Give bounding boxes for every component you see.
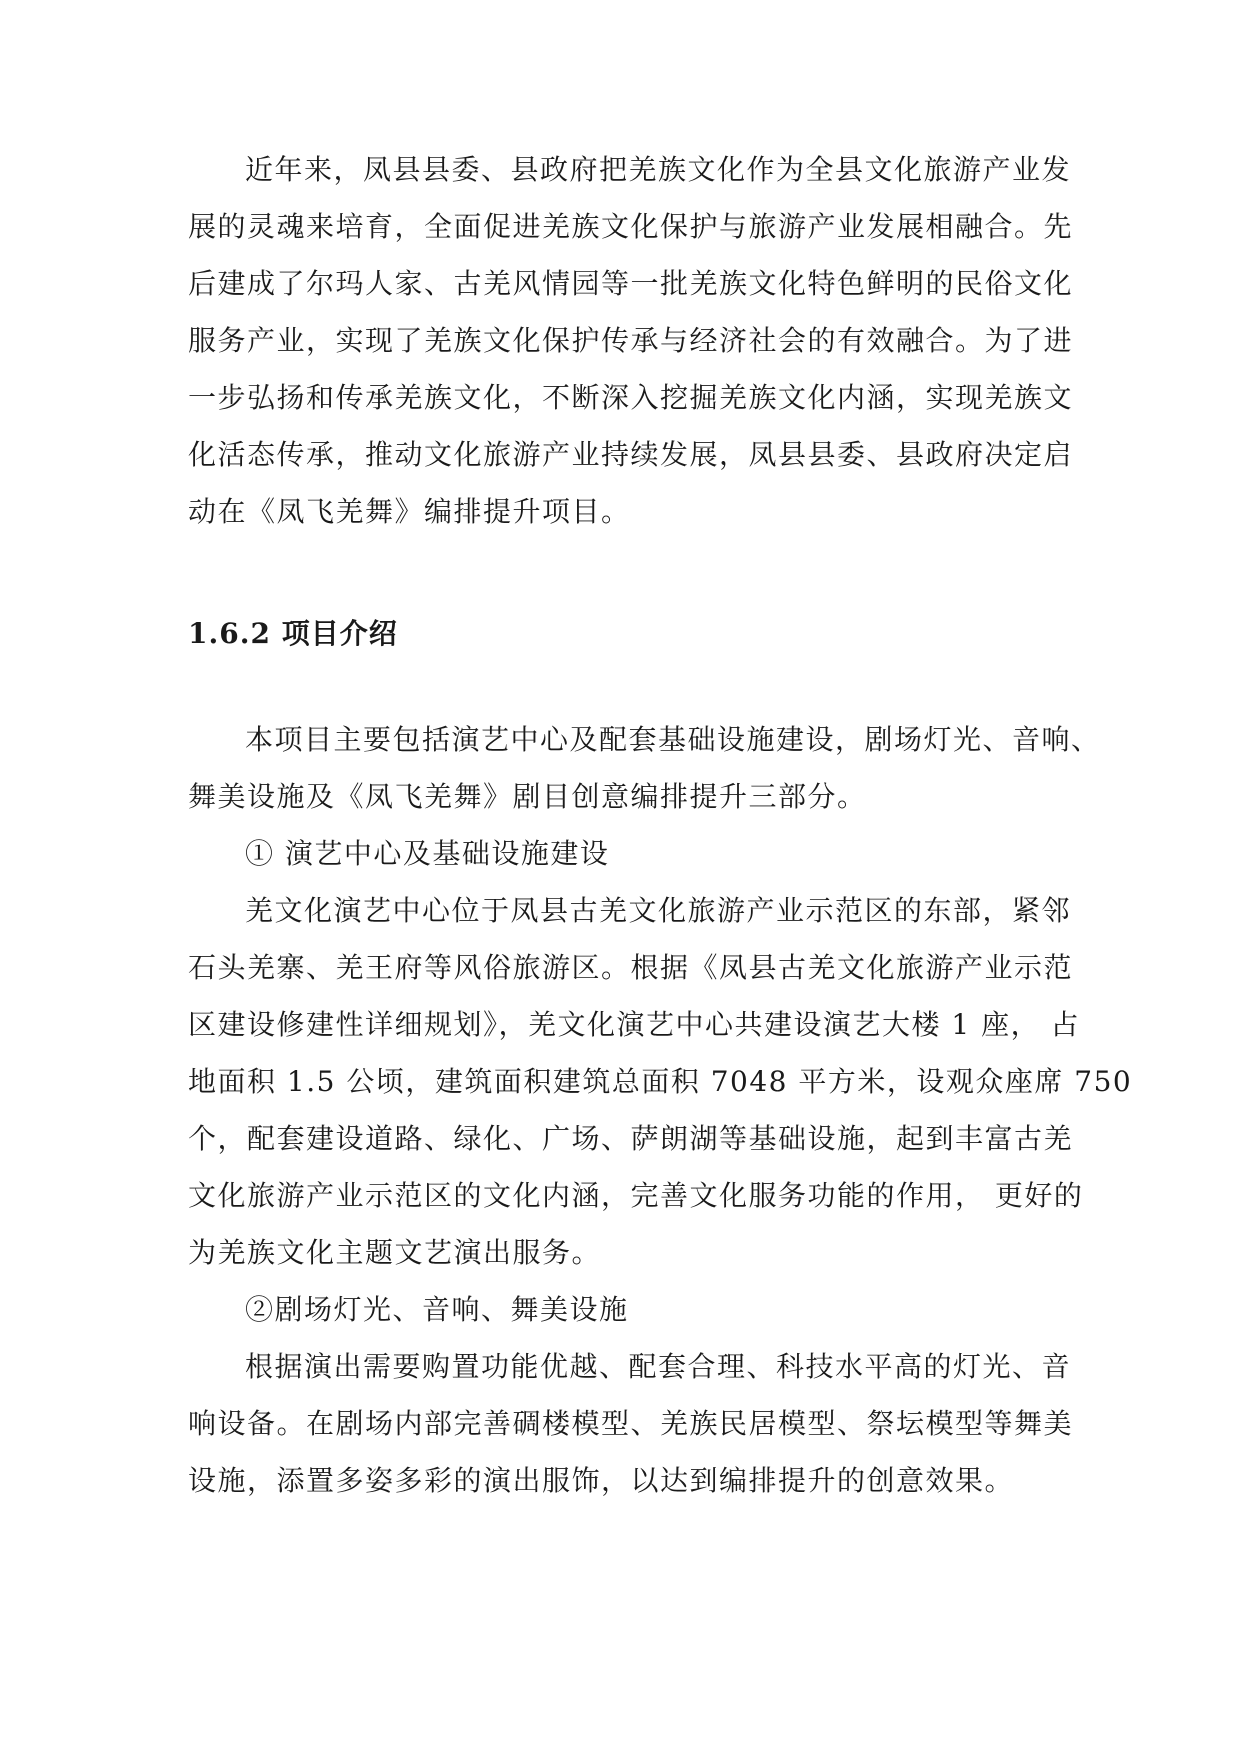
section-heading: 1.6.2 项目介绍 — [188, 617, 398, 650]
paragraph-line: 近年来，凤县县委、县政府把羌族文化作为全县文化旅游产业发 — [245, 153, 1072, 186]
paragraph-line: 羌文化演艺中心位于凤县古羌文化旅游产业示范区的东部，紧邻 — [245, 894, 1072, 927]
item-2-title: ②剧场灯光、音响、舞美设施 — [245, 1293, 629, 1326]
paragraph-line: 为羌族文化主题文艺演出服务。 — [188, 1236, 602, 1269]
paragraph-line: 石头羌寨、羌王府等风俗旅游区。根据《凤县古羌文化旅游产业示范 — [188, 951, 1074, 984]
paragraph-line: 区建设修建性详细规划》，羌文化演艺中心共建设演艺大楼 1 座， 占 — [188, 1008, 1081, 1041]
paragraph-line: 一步弘扬和传承羌族文化，不断深入挖掘羌族文化内涵，实现羌族文 — [188, 381, 1074, 414]
paragraph-line: 后建成了尔玛人家、古羌风情园等一批羌族文化特色鲜明的民俗文化 — [188, 267, 1074, 300]
paragraph-line: 本项目主要包括演艺中心及配套基础设施建设，剧场灯光、音响、 — [245, 723, 1101, 756]
paragraph-line: 地面积 1.5 公顷，建筑面积建筑总面积 7048 平方米，设观众座席 750 — [188, 1065, 1133, 1098]
paragraph-line: 文化旅游产业示范区的文化内涵，完善文化服务功能的作用， 更好的 — [188, 1179, 1084, 1212]
paragraph-line: 响设备。在剧场内部完善碉楼模型、羌族民居模型、祭坛模型等舞美 — [188, 1407, 1074, 1440]
paragraph-line: 个，配套建设道路、绿化、广场、萨朗湖等基础设施，起到丰富古羌 — [188, 1122, 1074, 1155]
paragraph-line: 舞美设施及《凤飞羌舞》剧目创意编排提升三部分。 — [188, 780, 867, 813]
paragraph-line: 服务产业，实现了羌族文化保护传承与经济社会的有效融合。为了进 — [188, 324, 1074, 357]
paragraph-line: 化活态传承，推动文化旅游产业持续发展，凤县县委、县政府决定启 — [188, 438, 1074, 471]
paragraph-line: 展的灵魂来培育，全面促进羌族文化保护与旅游产业发展相融合。先 — [188, 210, 1074, 243]
paragraph-line: 根据演出需要购置功能优越、配套合理、科技水平高的灯光、音 — [245, 1350, 1072, 1383]
item-1-title: ① 演艺中心及基础设施建设 — [245, 837, 610, 870]
paragraph-line: 设施，添置多姿多彩的演出服饰，以达到编排提升的创意效果。 — [188, 1464, 1015, 1497]
paragraph-line: 动在《凤飞羌舞》编排提升项目。 — [188, 495, 631, 528]
